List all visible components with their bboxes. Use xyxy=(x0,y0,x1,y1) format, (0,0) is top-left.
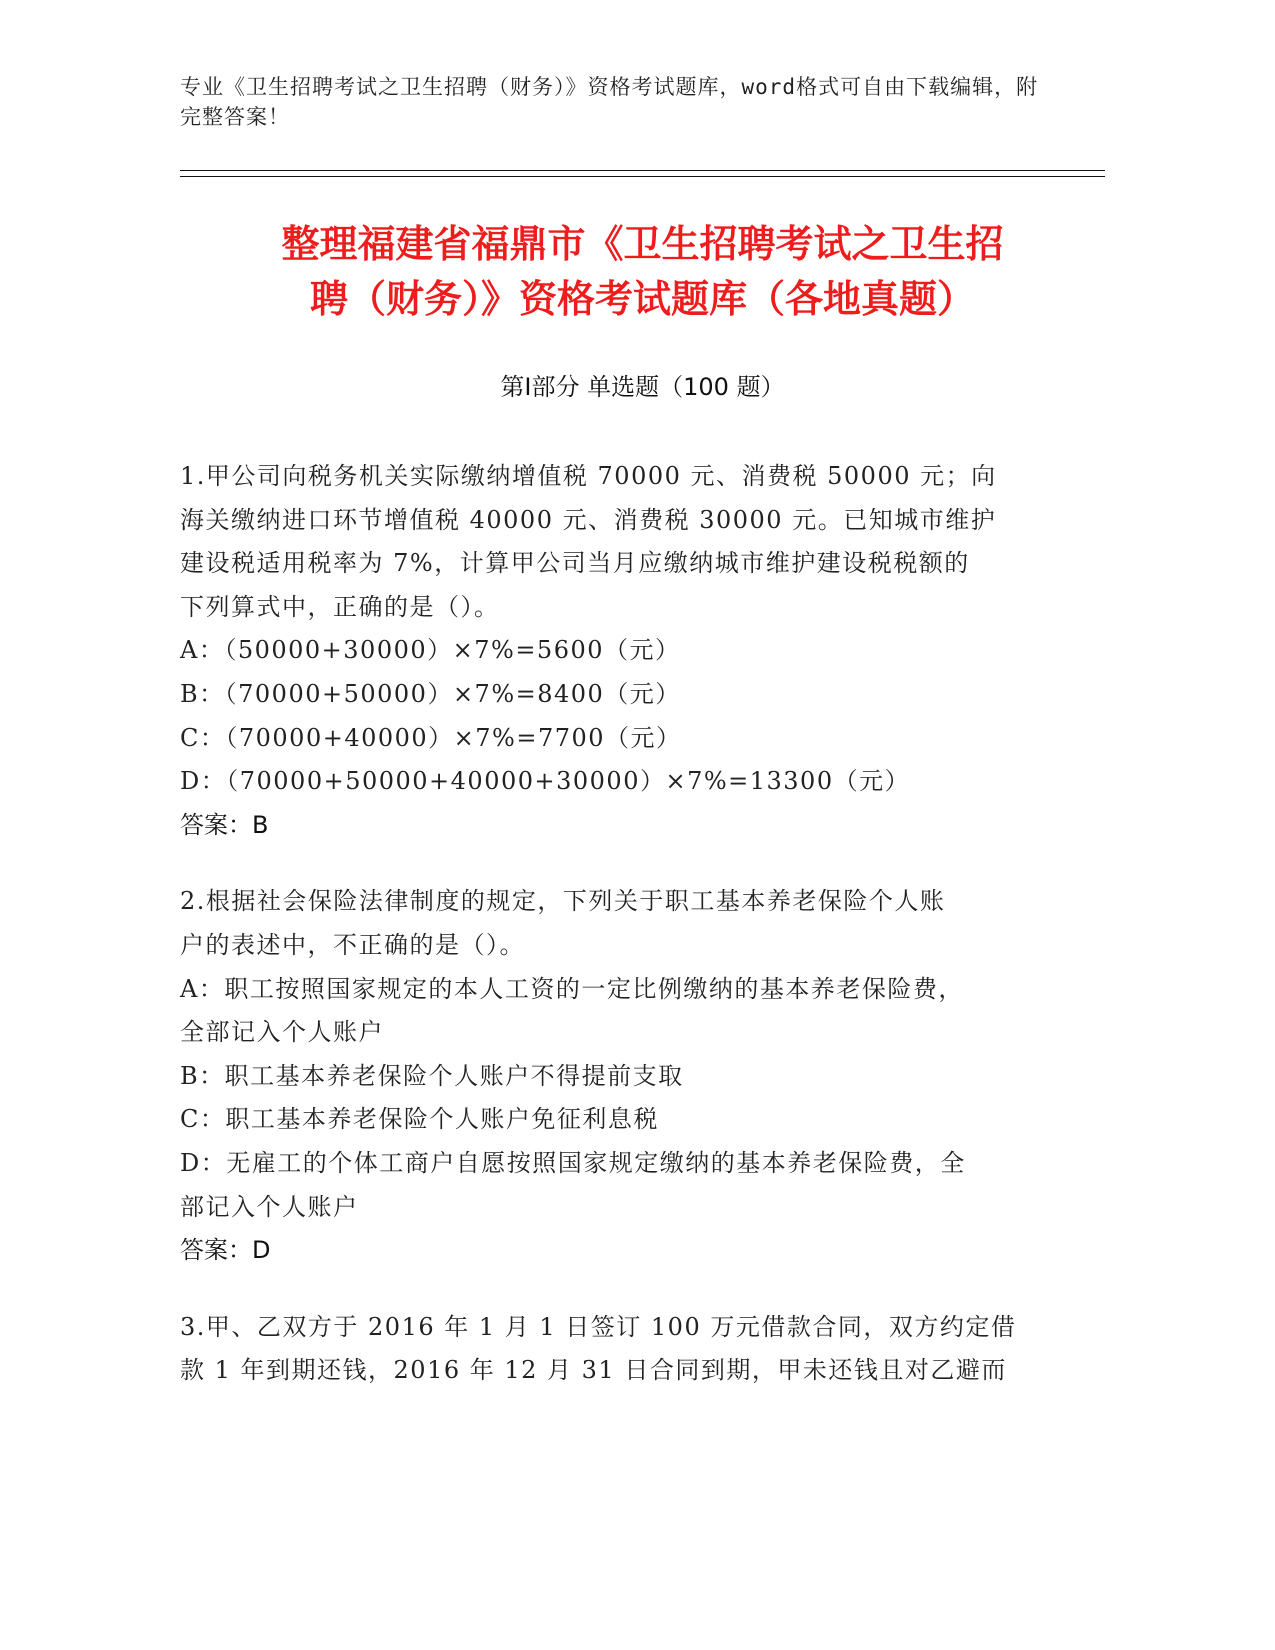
answer-key: 答案：B xyxy=(180,810,269,839)
question-stem-line: 2.根据社会保险法律制度的规定，下列关于职工基本养老保险个人账 xyxy=(180,887,946,916)
option-text-line: B：（70000+50000）×7%=8400（元） xyxy=(180,679,681,708)
question-3 xyxy=(180,1306,1040,1393)
document-title xyxy=(180,217,1105,327)
header-rule-bottom xyxy=(180,176,1105,177)
question-stem-line: 海关缴纳进口环节增值税 40000 元、消费税 30000 元。已知城市维护 xyxy=(180,505,997,534)
option-text-line: D：（70000+50000+40000+30000）×7%=13300（元） xyxy=(180,767,911,796)
question-stem-line: 款 1 年到期还钱，2016 年 12 月 31 日合同到期，甲未还钱且对乙避而 xyxy=(180,1356,1007,1385)
question-stem-line: 户的表述中，不正确的是（）。 xyxy=(180,930,525,959)
answer-option-B xyxy=(180,1055,1040,1099)
answer-option-A xyxy=(180,968,1040,1055)
option-text-line: C：职工基本养老保险个人账户免征利息税 xyxy=(180,1105,659,1134)
question-1 xyxy=(180,455,1040,847)
option-text-line: 部记入个人账户 xyxy=(180,1192,359,1221)
question-stem-line: 建设税适用税率为 7%，计算甲公司当月应缴纳城市维护建设税税额的 xyxy=(180,549,970,578)
question-2 xyxy=(180,880,1040,1272)
answer-option-C xyxy=(180,717,1040,761)
option-text-line: D：无雇工的个体工商户自愿按照国家规定缴纳的基本养老保险费，全 xyxy=(180,1148,966,1177)
option-text-line: B：职工基本养老保险个人账户不得提前支取 xyxy=(180,1061,684,1090)
header-note: 专业《卫生招聘考试之卫生招聘（财务）》资格考试题库，word格式可自由下载编辑，附完整答案！ xyxy=(180,75,1039,129)
question-stem-line: 3.甲、乙双方于 2016 年 1 月 1 日签订 100 万元借款合同，双方约定借 xyxy=(180,1312,1017,1341)
document-title-line-2: 聘（财务）》资格考试题库（各地真题） xyxy=(309,277,975,321)
question-stem-line: 下列算式中，正确的是（）。 xyxy=(180,592,500,621)
answer-option-B xyxy=(180,673,1040,717)
section-title: 第Ⅰ部分 单选题（100 题） xyxy=(500,373,785,401)
option-text-line: A：职工按照国家规定的本人工资的一定比例缴纳的基本养老保险费， xyxy=(180,974,964,1003)
question-stem-line: 1.甲公司向税务机关实际缴纳增值税 70000 元、消费税 50000 元；向 xyxy=(180,462,997,490)
header-rule-top xyxy=(180,170,1105,171)
answer-option-C xyxy=(180,1098,1040,1142)
option-text-line: C：（70000+40000）×7%=7700（元） xyxy=(180,723,682,752)
answer-option-D xyxy=(180,760,1040,804)
answer-key: 答案：D xyxy=(180,1236,271,1265)
option-text-line: A：（50000+30000）×7%=5600（元） xyxy=(180,636,681,665)
question-list xyxy=(180,455,1040,1426)
answer-option-A xyxy=(180,629,1040,673)
document-title-line-1: 整理福建省福鼎市《卫生招聘考试之卫生招 xyxy=(281,222,1004,266)
option-text-line: 全部记入个人账户 xyxy=(180,1018,384,1047)
answer-option-D xyxy=(180,1142,1040,1229)
